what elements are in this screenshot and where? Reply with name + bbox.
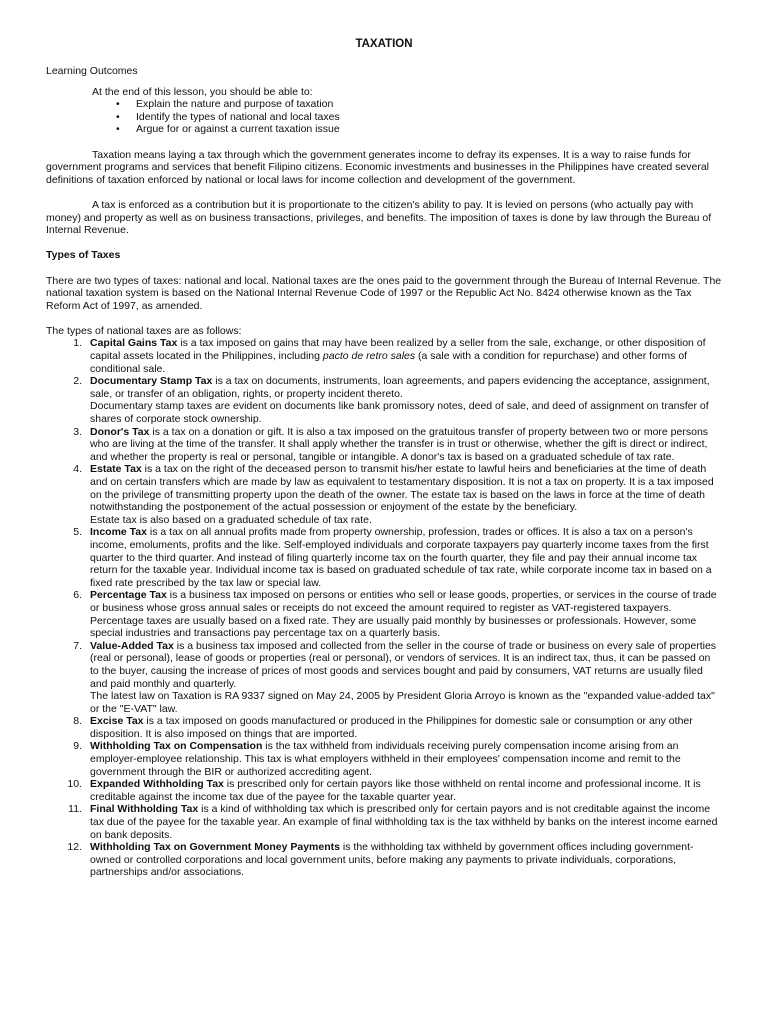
- tax-item-number: 2.: [73, 375, 82, 388]
- tax-description: is the tax withheld from individuals receiving purely compensation income arising from an employer-employee relationship. This tax is what employers withheld in their employees' compensation income and remit to the government through the BIR or authorized accrediting agent.: [90, 740, 681, 778]
- tax-item-withholding-compensation: [46, 740, 722, 778]
- national-taxes-intro: The types of national taxes are as follows:: [46, 324, 242, 337]
- learning-outcome-item: • Explain the nature and purpose of taxation: [116, 98, 722, 111]
- tax-item-percentage: [46, 589, 722, 639]
- tax-item-number: 7.: [73, 639, 82, 652]
- tax-item-number: 4.: [73, 463, 82, 476]
- learning-outcomes-list: [46, 98, 722, 136]
- tax-item-value-added: [46, 640, 722, 716]
- tax-item-number: 9.: [73, 740, 82, 753]
- tax-description: is a tax on all annual profits made from property ownership, profession, trades or offices. It is also a tax on a person's income, emoluments, profits and the like. Self-employed individuals and corporate taxpayers pay quarterly income taxes from the first quarter to the third quarter. And instead of filing quarterly income tax on the fourth quarter, they file and pay their annual income tax return for the taxable year. Individual income tax is based on graduated schedule of tax rate, while corporate income tax in based on a fixed rate prescribed by the tax law or special law.: [90, 526, 712, 589]
- learning-outcome-item: • Argue for or against a current taxation issue: [116, 123, 722, 136]
- tax-term: Documentary Stamp Tax: [90, 375, 213, 388]
- tax-term: Donor's Tax: [90, 425, 150, 438]
- tax-item-capital-gains: [46, 337, 722, 375]
- tax-term: Expanded Withholding Tax: [90, 778, 224, 791]
- tax-extra-note: Estate tax is also based on a graduated schedule of tax rate.: [90, 513, 372, 526]
- tax-description: is a business tax imposed on persons or entities who sell or lease goods, properties, or services in the course of trade or business whose gross annual sales or receipts do not exceed the amount required to register as VAT-registered taxpayers. Percentage taxes are usually based on a fixed rate. They are usually paid monthly by businesses or professionals. However, some special industries and transactions pay percentage tax on a quarterly basis.: [90, 589, 717, 640]
- tax-contribution-paragraph: A tax is enforced as a contribution but it is proportionate to the citizen's ability to pay. It is levied on persons (who actually pay with money) and property as well as on business transactions, privileges, and benefits. The imposition of taxes is done by law through the Bureau of Internal Revenue.: [46, 198, 712, 237]
- tax-item-number: 1.: [73, 337, 82, 350]
- tax-item-final-withholding: [46, 803, 722, 841]
- tax-description: is a tax imposed on goods manufactured or produced in the Philippines for domestic sale or consumption or any other disposition. It is also imposed on things that are imported.: [90, 715, 693, 740]
- tax-item-excise: [46, 715, 722, 740]
- tax-item-income: [46, 526, 722, 589]
- tax-item-documentary-stamp: [46, 375, 722, 425]
- tax-term: Percentage Tax: [90, 589, 167, 602]
- learning-outcomes-intro: At the end of this lesson, you should be able to:: [92, 85, 313, 98]
- tax-term: Withholding Tax on Compensation: [90, 740, 263, 753]
- tax-term: Withholding Tax on Government Money Payments: [90, 841, 340, 854]
- document-page: [46, 38, 722, 879]
- tax-description: is a business tax imposed and collected from the seller in the course of trade or business on every sale of properties (real or personal), lease of goods or properties (real or personal), or vendors of services. It is an indirect tax, thus, it can be passed on to the buyer, causing the increase of prices of most goods and services bought and paid by consumers, VAT returns are usually filed and paid monthly and quarterly.: [90, 639, 717, 690]
- tax-term: Estate Tax: [90, 463, 142, 476]
- tax-item-number: 6.: [73, 589, 82, 602]
- document-title: TAXATION: [355, 38, 413, 50]
- tax-term: Final Withholding Tax: [90, 803, 199, 816]
- tax-description-italic: pacto de retro sales: [322, 350, 416, 363]
- national-taxes-list: [46, 337, 722, 879]
- tax-item-number: 12.: [67, 841, 82, 854]
- tax-description: is a tax imposed on gains that may have been realized by a seller from the sale, exchange, or other disposition of capital assets located in the Philippines, including: [90, 337, 706, 363]
- tax-item-estate: [46, 463, 722, 526]
- tax-item-number: 8.: [73, 715, 82, 728]
- tax-item-number: 11.: [68, 803, 82, 816]
- tax-term: Income Tax: [90, 526, 147, 539]
- tax-description: is a kind of withholding tax which is prescribed only for certain payors and is not creditable against the income tax due of the payee for the taxable year. An example of final withholding tax is the tax withheld by banks on the interest income earned on bank deposits.: [90, 803, 718, 841]
- tax-item-number: 10.: [67, 778, 82, 791]
- tax-description: is the withholding tax withheld by government offices including government-owned or controlled corporations and local government units, before making any payments to private individuals, corporations, partnerships and/or associations.: [90, 841, 694, 879]
- tax-term: Capital Gains Tax: [90, 337, 178, 350]
- tax-description: (a sale with a condition for repurchase) and other forms of conditional sale.: [90, 350, 688, 375]
- tax-description: is a tax on a donation or gift. It is also a tax imposed on the gratuitous transfer of property between two or more persons who are living at the time of the transfer. It shall apply whether the transfer is in trust or otherwise, whether the gift is direct or indirect, and whether the property is real or personal, tangible or intangible. A donor's tax is based on a graduated schedule of tax rate.: [90, 425, 709, 463]
- tax-description: is prescribed only for certain payors like those withheld on rental income and professional income. It is creditable against the income tax due of the payee for the taxable quarter year.: [90, 778, 701, 803]
- types-intro-paragraph: There are two types of taxes: national and local. National taxes are the ones paid to the government through the Bureau of Internal Revenue. The national taxation system is based on the National Internal Revenue Code of 1997 or the Republic Act No. 8424 otherwise known as the Tax Reform Act of 1997, as amended.: [46, 274, 722, 312]
- tax-description: is a tax on documents, instruments, loan agreements, and papers evidencing the acceptance, assignment, sale, or transfer of an obligation, rights, or property incident thereto.: [90, 375, 710, 400]
- tax-term: Excise Tax: [90, 715, 144, 728]
- tax-item-withholding-government: [46, 841, 722, 879]
- learning-outcome-item: • Identify the types of national and local taxes: [116, 111, 722, 124]
- tax-extra-note: The latest law on Taxation is RA 9337 signed on May 24, 2005 by President Gloria Arroyo is known as the "expanded value-added tax" or the "E-VAT" law.: [90, 690, 715, 715]
- tax-item-number: 5.: [73, 526, 82, 539]
- types-of-taxes-heading: Types of Taxes: [46, 249, 121, 262]
- learning-outcomes-heading: Learning Outcomes: [46, 65, 138, 77]
- tax-item-donors: [46, 426, 722, 464]
- tax-term: Value-Added Tax: [90, 639, 174, 652]
- tax-description: is a tax on the right of the deceased person to transmit his/her estate to lawful heirs and beneficiaries at the time of death and on certain transfers which are made by law as equivalent to testamentary disposition. It is not a tax on property. It is a tax imposed on the privilege of transmitting property upon the death of the owner. The estate tax is based on the laws in force at the time of death notwithstanding the postponement of the actual possession or enjoyment of the estate by the beneficiary.: [90, 463, 714, 514]
- tax-item-expanded-withholding: [46, 778, 722, 803]
- taxation-definition-paragraph: Taxation means laying a tax through which the government generates income to defray its expenses. It is a way to raise funds for government programs and services that benefit Filipino citizens. Economic investments and businesses in the Philippines have created several definitions of taxation enforced by national or local laws for income collection and development of the government.: [46, 148, 710, 186]
- tax-extra-note: Documentary stamp taxes are evident on documents like bank promissory notes, deed of sale, and deed of assignment on transfer of shares of corporate stock ownership.: [90, 400, 709, 426]
- tax-item-number: 3.: [73, 425, 82, 438]
